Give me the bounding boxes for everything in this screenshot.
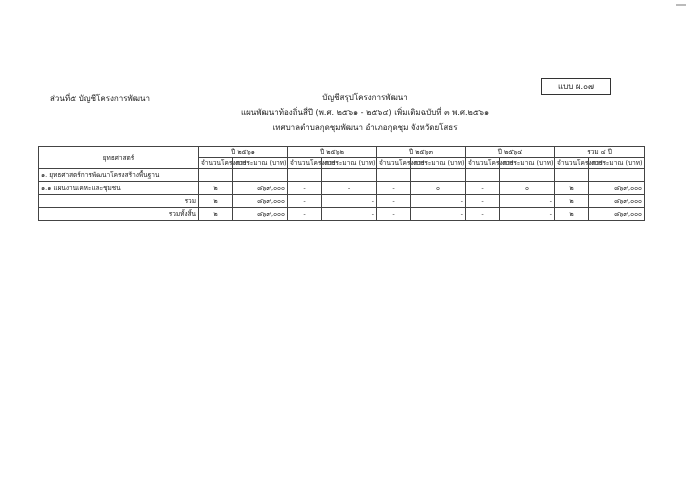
- cell: ๘๖๙,๐๐๐: [233, 182, 288, 195]
- section-label: ส่วนที่๕ บัญชีโครงการพัฒนา: [50, 94, 150, 103]
- summary-table: [38, 146, 645, 221]
- cell: -: [377, 195, 411, 208]
- cell: ๘๖๙,๐๐๐: [589, 182, 645, 195]
- cell: ๒: [199, 208, 233, 221]
- cell: -: [377, 208, 411, 221]
- year-header: ปี ๒๕๖๒: [288, 147, 377, 158]
- year-header: รวม ๔ ปี: [555, 147, 645, 158]
- cell: -: [466, 208, 500, 221]
- total-label: รวม: [39, 195, 199, 208]
- cell: -: [288, 208, 322, 221]
- count-subheader: จำนวนโครงการ: [288, 158, 322, 169]
- title-line-3: เทศบาลตำบลกุดชุมพัฒนา อำเภอกุดชุม จังหวัดยโสธร: [272, 123, 458, 132]
- scan-mark: [676, 4, 686, 6]
- table-row: [39, 182, 645, 195]
- cell: ๒: [199, 182, 233, 195]
- strategy-row: [39, 169, 645, 182]
- budget-subheader: งบประมาณ (บาท): [411, 158, 466, 169]
- title-line-2: แผนพัฒนาท้องถิ่นสี่ปี (พ.ศ. ๒๕๖๑ - ๒๕๖๔) เพิ่มเติมฉบับที่ ๓ พ.ศ.๒๕๖๑: [240, 108, 490, 117]
- count-subheader: จำนวนโครงการ: [199, 158, 233, 169]
- cell: -: [377, 182, 411, 195]
- cell: ๒: [555, 195, 589, 208]
- cell: -: [322, 195, 377, 208]
- cell: -: [500, 208, 555, 221]
- budget-subheader: งบประมาณ (บาท): [500, 158, 555, 169]
- budget-subheader: งบประมาณ (บาท): [322, 158, 377, 169]
- cell: ๘๖๙,๐๐๐: [233, 208, 288, 221]
- cell: ๒: [555, 208, 589, 221]
- grand-total-row: [39, 208, 645, 221]
- cell: ๘๖๙,๐๐๐: [589, 208, 645, 221]
- cell: -: [322, 208, 377, 221]
- cell: -: [411, 208, 466, 221]
- cell: -: [322, 182, 377, 195]
- title-line-1: บัญชีสรุปโครงการพัฒนา: [322, 93, 408, 102]
- budget-subheader: งบประมาณ (บาท): [233, 158, 288, 169]
- cell: -: [288, 195, 322, 208]
- strategy-label: ๑. ยุทธศาสตร์การพัฒนาโครงสร้างพื้นฐาน: [39, 169, 199, 182]
- cell: ๘๖๙,๐๐๐: [233, 195, 288, 208]
- cell: -: [500, 195, 555, 208]
- year-header: ปี ๒๕๖๓: [377, 147, 466, 158]
- cell: ๒: [199, 195, 233, 208]
- count-subheader: จำนวนโครงการ: [377, 158, 411, 169]
- cell: -: [466, 182, 500, 195]
- year-header: ปี ๒๕๖๑: [199, 147, 288, 158]
- strategy-header: ยุทธศาสตร์: [39, 147, 199, 169]
- plan-label: ๑.๑ แผนงานเคหะและชุมชน: [39, 182, 199, 195]
- form-code-box: แบบ ผ.๐๗: [541, 78, 611, 95]
- total-row: [39, 195, 645, 208]
- year-header: ปี ๒๕๖๔: [466, 147, 555, 158]
- cell: ๐: [411, 182, 466, 195]
- cell: ๘๖๙,๐๐๐: [589, 195, 645, 208]
- cell: -: [288, 182, 322, 195]
- grand-total-label: รวมทั้งสิ้น: [39, 208, 199, 221]
- count-subheader: จำนวนโครงการ: [555, 158, 589, 169]
- cell: ๐: [500, 182, 555, 195]
- cell: -: [466, 195, 500, 208]
- budget-subheader: งบประมาณ (บาท): [589, 158, 645, 169]
- cell: ๒: [555, 182, 589, 195]
- count-subheader: จำนวนโครงการ: [466, 158, 500, 169]
- cell: -: [411, 195, 466, 208]
